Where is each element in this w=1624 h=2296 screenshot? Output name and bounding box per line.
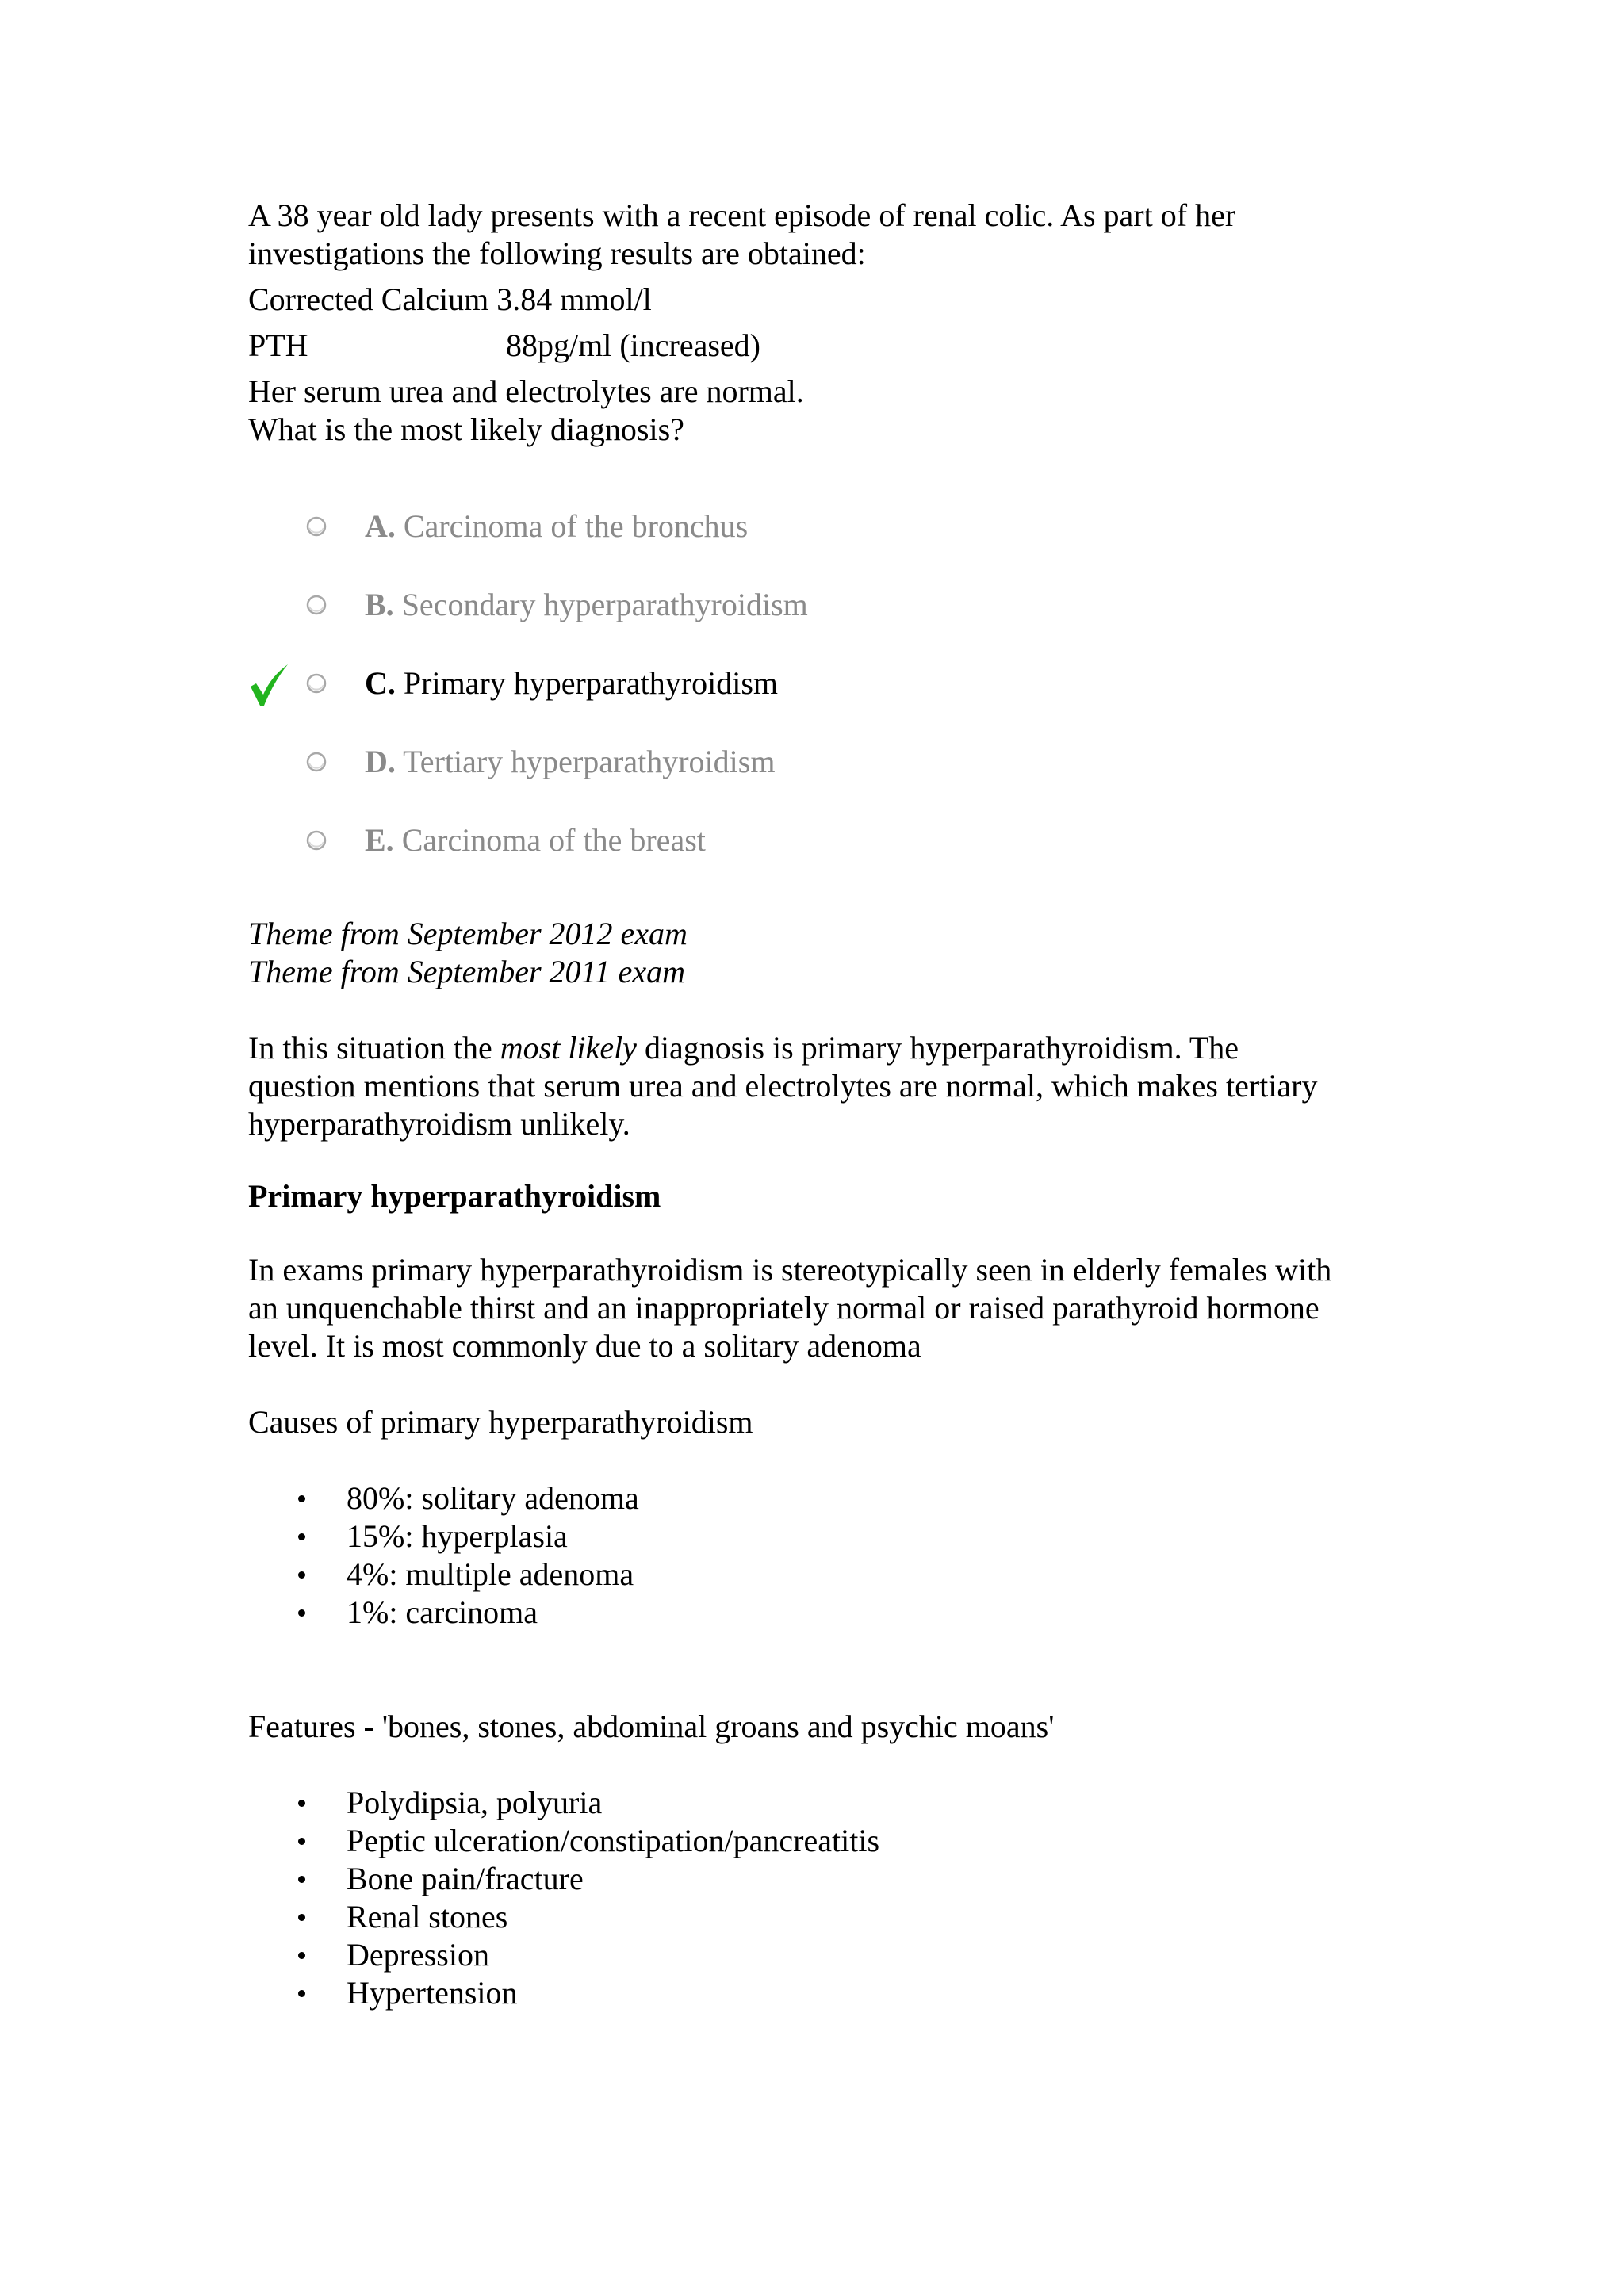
bullet-icon [298,1838,305,1845]
option-d-label: D. Tertiary hyperparathyroidism [365,744,776,779]
features-list [248,1784,879,2012]
lab-calcium: Corrected Calcium 3.84 mmol/l [248,281,652,317]
lab-pth-value: 88pg/ml (increased) [506,327,760,363]
list-item: 4%: multiple adenoma [248,1556,639,1594]
bullet-icon [298,1571,305,1578]
explanation-line-2: question mentions that serum urea and electrolytes are normal, which makes tertiary [248,1068,1318,1104]
bullet-icon [298,1876,305,1883]
theme-line: Theme from September 2011 exam [248,954,685,989]
bullet-icon [298,1952,305,1959]
explanation-line-3: hyperparathyroidism unlikely. [248,1106,630,1142]
option-c[interactable] [248,664,1041,702]
intro-line-3: level. It is most commonly due to a solitary adenoma [248,1328,921,1364]
option-c-label: C. Primary hyperparathyroidism [365,665,778,701]
question-prompt: What is the most likely diagnosis? [248,411,684,447]
option-a-label: A. Carcinoma of the bronchus [365,508,749,544]
bullet-icon [298,1990,305,1997]
checkmark-icon [248,663,289,707]
list-item: 1%: carcinoma [248,1594,639,1632]
radio-icon[interactable] [305,751,327,773]
list-item: 80%: solitary adenoma [248,1479,639,1517]
bullet-icon [298,1800,305,1807]
option-e[interactable] [248,821,1041,859]
question-line-2: investigations the following results are obtained: [248,235,866,271]
bullet-icon [298,1495,305,1502]
lab-pth-row [248,327,1041,365]
causes-heading: Causes of primary hyperparathyroidism [248,1404,753,1440]
radio-icon[interactable] [305,515,327,538]
list-item: Renal stones [248,1898,879,1936]
intro-line-2: an unquenchable thirst and an inappropriately normal or raised parathyroid hormone [248,1290,1320,1326]
option-d[interactable] [248,743,1041,781]
radio-icon[interactable] [305,672,327,695]
list-item: Peptic ulceration/constipation/pancreatitis [248,1822,879,1860]
question-urea-line: Her serum urea and electrolytes are normal. [248,373,804,409]
list-item: Depression [248,1936,879,1974]
intro-line-1: In exams primary hyperparathyroidism is stereotypically seen in elderly females with [248,1252,1332,1288]
lab-pth-label: PTH [248,327,308,363]
causes-list [248,1479,639,1632]
list-item: Hypertension [248,1974,879,2012]
option-b[interactable] [248,586,1041,624]
emphasis-text: most likely [500,1030,637,1066]
features-heading: Features - 'bones, stones, abdominal groans and psychic moans' [248,1709,1055,1744]
option-b-label: B. Secondary hyperparathyroidism [365,587,808,622]
list-item: 15%: hyperplasia [248,1517,639,1556]
list-item: Bone pain/fracture [248,1860,879,1898]
theme-line: Theme from September 2012 exam [248,916,688,951]
bullet-icon [298,1533,305,1540]
explanation-line-1: In this situation the most likely diagnosis is primary hyperparathyroidism. The [248,1030,1239,1066]
list-item: Polydipsia, polyuria [248,1784,879,1822]
section-heading: Primary hyperparathyroidism [248,1178,661,1214]
option-a[interactable] [248,507,1041,545]
radio-icon[interactable] [305,594,327,616]
option-e-label: E. Carcinoma of the breast [365,822,706,858]
bullet-icon [298,1609,305,1617]
question-line-1: A 38 year old lady presents with a recent episode of renal colic. As part of her [248,197,1236,233]
radio-icon[interactable] [305,829,327,851]
bullet-icon [298,1914,305,1921]
